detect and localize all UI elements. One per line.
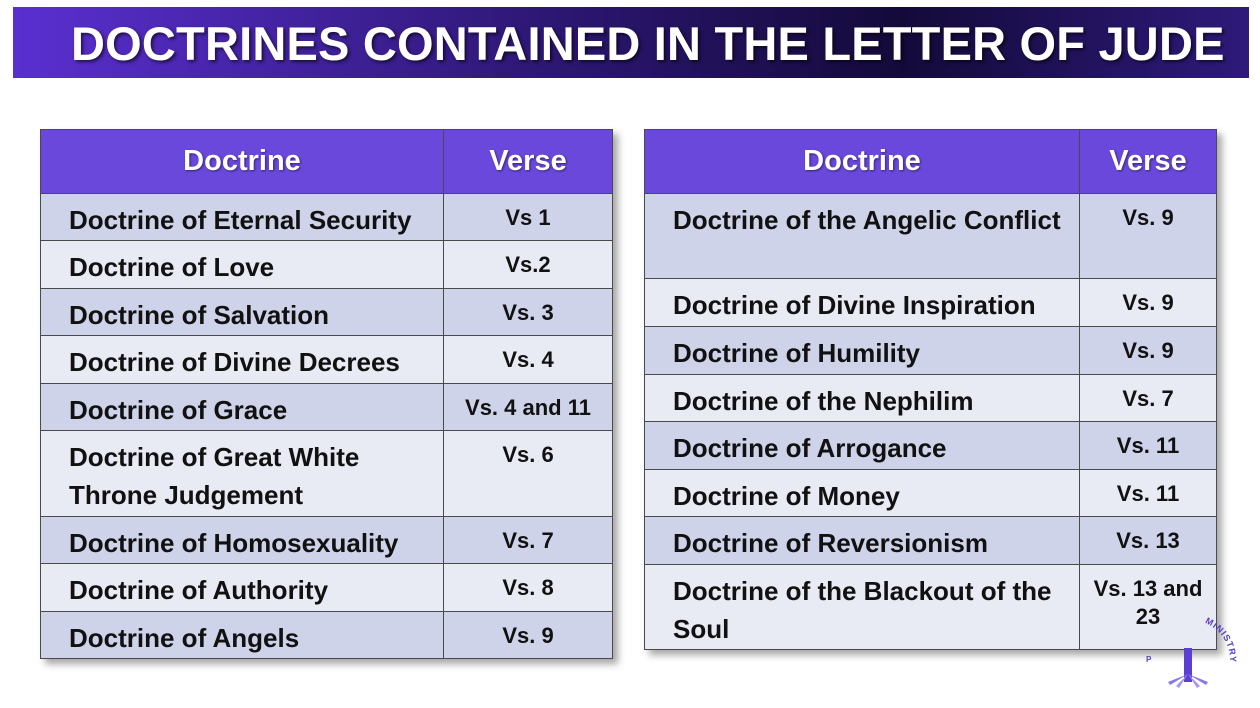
- doctrine-cell: Doctrine of Homosexuality: [41, 517, 444, 564]
- table-row: [645, 517, 1217, 565]
- verse-cell: Vs.2: [444, 241, 613, 289]
- table-row: [645, 279, 1217, 327]
- verse-cell: Vs. 9: [1080, 327, 1217, 375]
- verse-cell: Vs. 9: [444, 612, 613, 659]
- verse-cell: Vs. 3: [444, 289, 613, 336]
- verse-cell: Vs. 13: [1080, 517, 1217, 565]
- doctrine-cell: Doctrine of Eternal Security: [41, 194, 444, 241]
- column-header-doctrine: Doctrine: [41, 130, 444, 194]
- verse-cell: Vs. 6: [444, 431, 613, 517]
- verse-cell: Vs. 4: [444, 336, 613, 384]
- doctrine-cell: Doctrine of Arrogance: [645, 422, 1080, 470]
- doctrine-cell: Doctrine of Angels: [41, 612, 444, 659]
- doctrine-cell: Doctrine of Reversionism: [645, 517, 1080, 565]
- table-row: [41, 612, 613, 659]
- doctrine-cell: Doctrine of Money: [645, 470, 1080, 517]
- doctrine-table-left: [40, 129, 613, 659]
- table-row: [41, 194, 613, 241]
- verse-cell: Vs. 7: [1080, 375, 1217, 422]
- table-row: [645, 375, 1217, 422]
- logo-text-partial: P: [1146, 655, 1152, 664]
- ministry-logo-icon: [1138, 612, 1238, 692]
- table-row: [41, 336, 613, 384]
- table-row: [41, 517, 613, 564]
- table-row: [645, 422, 1217, 470]
- column-header-doctrine: Doctrine: [645, 130, 1080, 194]
- verse-cell: Vs 1: [444, 194, 613, 241]
- verse-cell: Vs. 11: [1080, 422, 1217, 470]
- table-row: [41, 564, 613, 612]
- doctrine-cell: Doctrine of the Blackout of the Soul: [645, 565, 1080, 650]
- doctrine-cell: Doctrine of Divine Inspiration: [645, 279, 1080, 327]
- doctrine-cell: Doctrine of Divine Decrees: [41, 336, 444, 384]
- doctrine-cell: Doctrine of Authority: [41, 564, 444, 612]
- table-row: [645, 470, 1217, 517]
- page-title: DOCTRINES CONTAINED IN THE LETTER OF JUDE: [71, 17, 1225, 70]
- title-banner: [13, 7, 1249, 78]
- table-row: [41, 289, 613, 336]
- verse-cell: Vs. 7: [444, 517, 613, 564]
- table-row: [645, 327, 1217, 375]
- table-header-row: [645, 130, 1217, 194]
- verse-cell: Vs. 9: [1080, 279, 1217, 327]
- verse-cell: Vs. 8: [444, 564, 613, 612]
- doctrine-cell: Doctrine of Grace: [41, 384, 444, 431]
- verse-cell: Vs. 13 and 23: [1080, 565, 1217, 650]
- column-header-verse: Verse: [1080, 130, 1217, 194]
- table-row: [645, 194, 1217, 279]
- verse-cell: Vs. 4 and 11: [444, 384, 613, 431]
- verse-cell: Vs. 9: [1080, 194, 1217, 279]
- doctrine-cell: Doctrine of the Angelic Conflict: [645, 194, 1080, 279]
- doctrine-cell: Doctrine of Salvation: [41, 289, 444, 336]
- doctrine-cell: Doctrine of Love: [41, 241, 444, 289]
- svg-text:MINISTRY: [1204, 616, 1238, 664]
- doctrine-table-right: [644, 129, 1217, 650]
- logo-text: MINISTRY: [1203, 615, 1238, 664]
- table-header-row: [41, 130, 613, 194]
- column-header-verse: Verse: [444, 130, 613, 194]
- doctrine-cell: Doctrine of Humility: [645, 327, 1080, 375]
- table-row: [41, 384, 613, 431]
- table-row: [41, 241, 613, 289]
- doctrine-cell: Doctrine of Great White Throne Judgement: [41, 431, 444, 517]
- table-row: [41, 431, 613, 517]
- table-row: [645, 565, 1217, 650]
- verse-cell: Vs. 11: [1080, 470, 1217, 517]
- doctrine-cell: Doctrine of the Nephilim: [645, 375, 1080, 422]
